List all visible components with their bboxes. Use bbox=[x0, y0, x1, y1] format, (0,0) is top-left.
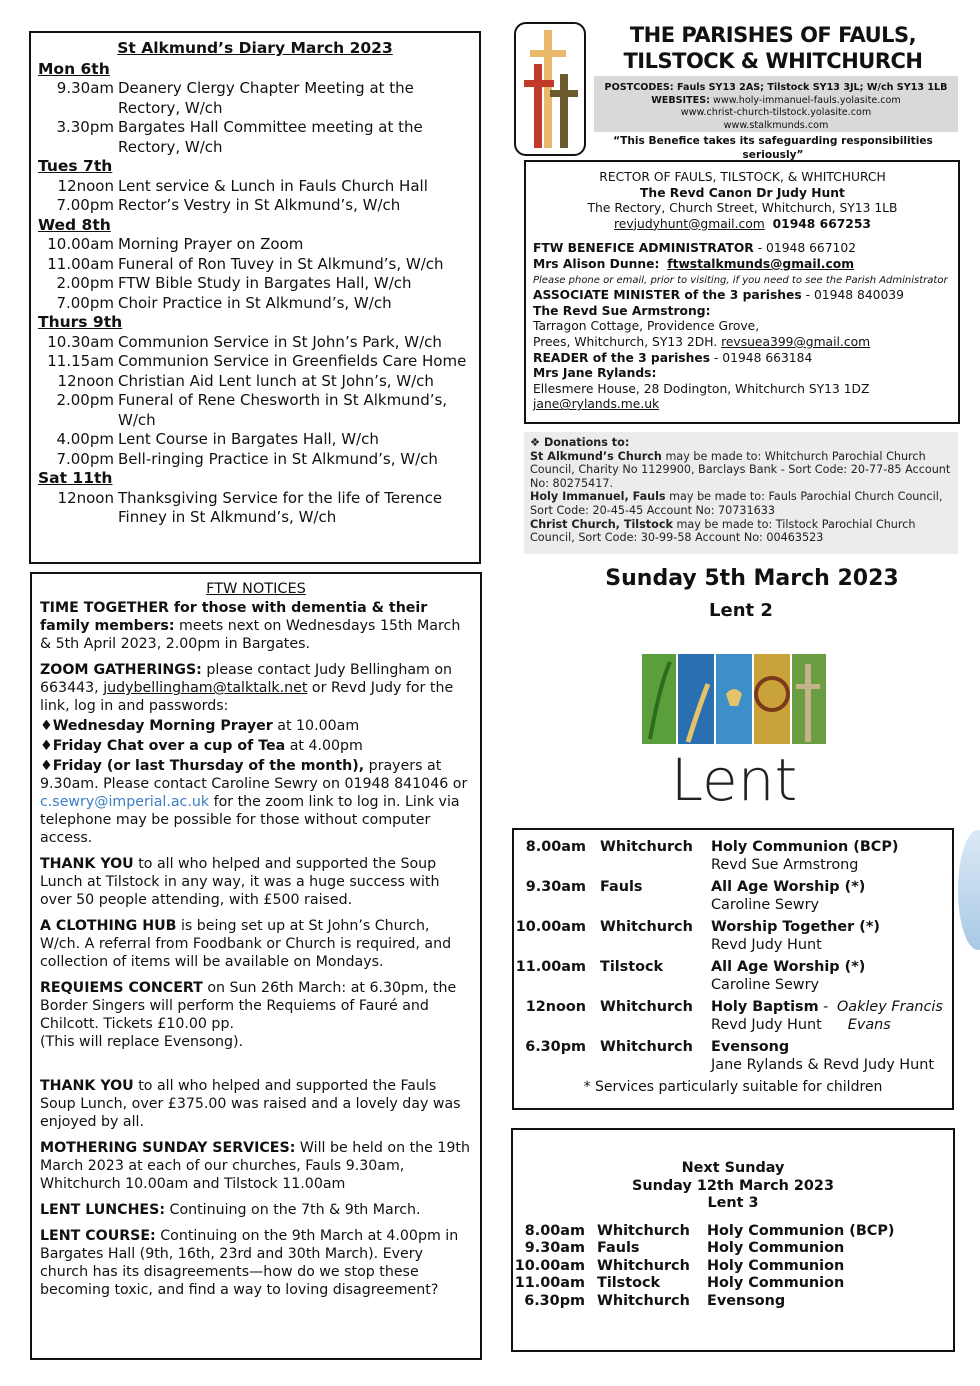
diary-event bbox=[38, 489, 472, 528]
service-leader: Caroline Sewry bbox=[711, 897, 820, 913]
diary-event-desc: Communion Service in St John’s Park, W/ch bbox=[118, 332, 442, 351]
service-time: 11.00am bbox=[515, 959, 586, 975]
diary-event-desc: Lent service & Lunch in Fauls Church Hall bbox=[118, 176, 428, 195]
next-service-place: Tilstock bbox=[597, 1275, 661, 1291]
next-service-place: Whitchurch bbox=[597, 1257, 690, 1274]
service-detail: Holy Baptism - Oakley Francis Revd Judy Hunt Evans bbox=[711, 999, 943, 1033]
notice-time-together: TIME TOGETHER for those with dementia & their family members: meets next on Wednesdays 15th March & 5th April 2023, 2.00pm in Bargates. bbox=[40, 600, 461, 652]
diary-event-desc: Funeral of Rene Chesworth in St Alkmund’s, W/ch bbox=[118, 391, 448, 429]
notice-mothering: MOTHERING SUNDAY SERVICES: Will be held on the 19th March 2023 at each of our churches, Fauls 9.30am, Whitchurch 10.00am and Tilstock 11.00am bbox=[40, 1140, 470, 1192]
service-leader: Caroline Sewry bbox=[711, 977, 820, 993]
diary-event bbox=[38, 118, 472, 157]
service-detail bbox=[705, 958, 952, 994]
service-time: 12noon bbox=[525, 999, 586, 1015]
next-service-row bbox=[513, 1223, 953, 1241]
notice-lent-lunches: LENT LUNCHES: Continuing on the 7th & 9th March. bbox=[40, 1202, 421, 1218]
diary-list bbox=[38, 60, 472, 528]
next-service-row bbox=[513, 1275, 953, 1293]
diary-event bbox=[38, 333, 472, 353]
diary-event bbox=[38, 450, 472, 470]
diary-event-desc: Thanksgiving Service for the life of Terence Finney in St Alkmund’s, W/ch bbox=[118, 488, 443, 526]
diary-event-time: 2.00pm bbox=[56, 274, 114, 292]
service-detail bbox=[705, 918, 952, 954]
notice-thanks-fauls: THANK YOU to all who helped and supported the Fauls Soup Lunch, over £375.00 was raised and a lovely day was enjoyed by all. bbox=[40, 1078, 461, 1130]
diary-event-time: 4.00pm bbox=[56, 430, 114, 448]
service-name: Holy Communion (BCP) bbox=[711, 839, 899, 855]
diary-event-desc: Lent Course in Bargates Hall, W/ch bbox=[118, 430, 379, 448]
service-time: 9.30am bbox=[525, 879, 586, 895]
diary-event-desc: Deanery Clergy Chapter Meeting at the Rectory, W/ch bbox=[118, 79, 414, 117]
sunday-title: Sunday 5th March 2023 bbox=[605, 566, 899, 591]
safeguarding-statement: “This Benefice takes its safeguarding responsibilities seriously” bbox=[613, 135, 933, 161]
diary-event bbox=[38, 352, 472, 372]
service-time: 8.00am bbox=[525, 839, 586, 855]
notice-bullet-1: ♦Wednesday Morning Prayer at 10.00am bbox=[40, 718, 360, 734]
next-service-name: Holy Communion bbox=[707, 1257, 845, 1274]
diary-event bbox=[38, 235, 472, 255]
notice-clothing-hub: A CLOTHING HUB is being set up at St John’s Church, W/ch. A referral from Foodbank or Church is required, and collection of items will be available on Mondays. bbox=[40, 918, 452, 970]
website-link-3[interactable]: www.stalkmunds.com bbox=[723, 119, 829, 131]
lent-logo bbox=[640, 654, 828, 804]
notice-lent-course: LENT COURSE: Continuing on the 9th March at 4.00pm in Bargates Hall (9th, 16th, 23rd and 30th March). Every church has its disagreements—how do we stop these becoming toxic, and find a way to loving disagreement? bbox=[40, 1228, 459, 1298]
next-service-time: 8.00am bbox=[524, 1222, 585, 1239]
website-link-2[interactable]: www.christ-church-tilstock.yolasite.com bbox=[680, 107, 872, 118]
diary-event-time: 3.30pm bbox=[56, 118, 114, 136]
service-leader: Revd Judy Hunt bbox=[711, 1017, 822, 1033]
services-box bbox=[512, 828, 954, 1110]
next-service-name: Holy Communion (BCP) bbox=[707, 1222, 895, 1239]
next-service-time: 9.30am bbox=[524, 1240, 585, 1256]
baptism-name: Oakley Francis bbox=[836, 999, 943, 1015]
diary-event-time: 9.30am bbox=[56, 79, 114, 97]
services-list bbox=[514, 838, 952, 1074]
diary-event bbox=[38, 255, 472, 275]
service-name: Evensong bbox=[711, 1039, 790, 1055]
diary-event-desc: FTW Bible Study in Bargates Hall, W/ch bbox=[118, 274, 412, 292]
diary-event-time: 12noon bbox=[57, 371, 114, 390]
next-services-list bbox=[513, 1223, 953, 1311]
diary-event-time: 7.00pm bbox=[56, 449, 114, 468]
diary-event bbox=[38, 294, 472, 314]
diary-event-time: 11.00am bbox=[47, 254, 114, 273]
rector-email-link[interactable]: revjudyhunt@gmail.com bbox=[614, 216, 765, 231]
service-name: All Age Worship (*) bbox=[711, 959, 866, 975]
next-service-time: 11.00am bbox=[514, 1275, 585, 1291]
service-place: Whitchurch bbox=[600, 1039, 693, 1055]
notice-requiems: REQUIEMS CONCERT on Sun 26th March: at 6.30pm, the Border Singers will perform the Requiems of Fauré and Chilcott. Tickets £10.00 pp. (This will replace Evensong). bbox=[40, 980, 457, 1050]
service-detail bbox=[705, 1038, 952, 1074]
service-leader: Jane Rylands & Revd Judy Hunt bbox=[711, 1057, 935, 1073]
diary-event-time: 2.00pm bbox=[56, 391, 114, 409]
next-service-place: Whitchurch bbox=[597, 1292, 690, 1309]
service-detail bbox=[705, 878, 952, 914]
service-place: Tilstock bbox=[600, 959, 664, 975]
next-service-time: 6.30pm bbox=[524, 1292, 585, 1309]
notice-thanks-tilstock: THANK YOU to all who helped and supported the Soup Lunch at Tilstock in any way, it was a huge success with over 50 people attending, with £500 raised. bbox=[40, 856, 440, 908]
service-row bbox=[514, 1038, 952, 1074]
diary-event-time: 12noon bbox=[57, 488, 114, 507]
next-service-name: Holy Communion bbox=[707, 1240, 845, 1256]
diary-event-desc: Bell-ringing Practice in St Alkmund’s, W/ch bbox=[118, 449, 438, 468]
service-detail bbox=[705, 838, 952, 874]
zoom-email-link[interactable]: judybellingham@talktalk.net bbox=[103, 680, 308, 696]
diary-event bbox=[38, 391, 472, 430]
diary-event-desc: Funeral of Ron Tuvey in St Alkmund’s, W/ch bbox=[118, 254, 444, 273]
service-place: Whitchurch bbox=[600, 839, 693, 855]
diary-day-heading: Mon 6th bbox=[38, 59, 110, 78]
diary-event bbox=[38, 430, 472, 450]
diary-event-desc: Christian Aid Lent lunch at St John’s, W/ch bbox=[118, 371, 434, 390]
diary-event-desc: Bargates Hall Committee meeting at the Rectory, W/ch bbox=[118, 118, 423, 156]
service-name: All Age Worship (*) bbox=[711, 879, 866, 895]
diary-event bbox=[38, 274, 472, 294]
sewry-email-link[interactable]: c.sewry@imperial.ac.uk bbox=[40, 794, 210, 810]
diary-event-time: 11.15am bbox=[47, 352, 114, 370]
diary-event bbox=[38, 196, 472, 216]
service-row bbox=[514, 998, 952, 1034]
service-row bbox=[514, 878, 952, 914]
service-leader: Revd Judy Hunt bbox=[711, 937, 822, 953]
parish-title: THE PARISHES OF FAULS, TILSTOCK & WHITCHURCH bbox=[623, 23, 923, 73]
reader-email-link[interactable]: jane@rylands.me.uk bbox=[533, 397, 660, 412]
diary-day-heading: Wed 8th bbox=[38, 215, 111, 234]
notice-zoom: ZOOM GATHERINGS: please contact Judy Bellingham on 663443, judybellingham@talktalk.net or Revd Judy for the link, log in and passwords: bbox=[40, 662, 454, 714]
diary-event-desc: Rector’s Vestry in St Alkmund’s, W/ch bbox=[118, 196, 401, 214]
sunday-subtitle: Lent 2 bbox=[709, 600, 773, 621]
next-service-row bbox=[513, 1240, 953, 1258]
service-row bbox=[514, 958, 952, 994]
service-place: Whitchurch bbox=[600, 919, 693, 935]
diary-event bbox=[38, 79, 472, 118]
service-place: Whitchurch bbox=[600, 999, 693, 1015]
lent-logo-text: Lent bbox=[670, 746, 798, 804]
service-place: Fauls bbox=[600, 879, 643, 895]
diary-event bbox=[38, 177, 472, 197]
next-service-row bbox=[513, 1258, 953, 1276]
next-service-place: Whitchurch bbox=[597, 1222, 690, 1239]
diary-box bbox=[29, 31, 481, 564]
diary-event bbox=[38, 372, 472, 392]
contacts-box: RECTOR OF FAULS, TILSTOCK, & WHITCHURCH The Revd Canon Dr Judy Hunt The Rectory, Church Street, Whitchurch, SY13 1LB revjudyhunt@gmail.com 01948 667253 FTW BENEFICE ADMINISTRATOR - 01948 667102 Mrs Alison Dunne: ftwstalkmunds@gmail.com Please phone or email, prior to visiting, if you need to see the Parish Administrator ASSOCIATE MINISTER of the 3 parishes - 01948 840039 The Revd Sue Armstrong: Tarragon Cottage, Providence Grove, Prees, Whitchurch, SY13 2DH. revsuea399@gmail.com READER of the 3 parishes - 01948 663184 Mrs Jane Rylands: Ellesmere House, 28 Dodington, Whitchurch SY13 1DZ jane@rylands.me.uk bbox=[524, 160, 960, 424]
next-sunday-box: Next Sunday Sunday 12th March 2023 Lent 3 8.00am Whitchurch Holy Communion (BCP) 9.30am Fauls Holy Communion 10.00am Whitchurch Holy Communion 11.00am Tilstock Holy Communion 6.30pm Whitchurch Evensong bbox=[511, 1128, 955, 1352]
next-service-name: Evensong bbox=[707, 1292, 786, 1309]
assoc-email-link[interactable]: revsuea399@gmail.com bbox=[721, 334, 871, 349]
notices-box bbox=[30, 572, 482, 1360]
postcodes-box: POSTCODES: Fauls SY13 2AS; Tilstock SY13 3JL; W/ch SY13 1LB WEBSITES: www.holy-immanuel-fauls.yolasite.com www.christ-church-tilstock.yolasite.com www.stalkmunds.com bbox=[594, 76, 958, 132]
diary-event-desc: Choir Practice in St Alkmund’s, W/ch bbox=[118, 293, 392, 312]
admin-email-link[interactable]: ftwstalkmunds@gmail.com bbox=[667, 256, 855, 271]
diary-event-time: 7.00pm bbox=[56, 293, 114, 312]
website-link-1[interactable]: www.holy-immanuel-fauls.yolasite.com bbox=[713, 94, 901, 106]
diary-day-heading: Tues 7th bbox=[38, 157, 113, 175]
diary-event-time: 12noon bbox=[57, 176, 114, 195]
service-leader: Revd Sue Armstrong bbox=[711, 857, 859, 873]
diary-event-time: 10.30am bbox=[47, 332, 114, 351]
diary-event-desc: Communion Service in Greenfields Care Home bbox=[118, 352, 467, 370]
notice-bullet-2: ♦Friday Chat over a cup of Tea at 4.00pm bbox=[40, 738, 363, 754]
next-service-name: Holy Communion bbox=[707, 1275, 845, 1291]
diary-event-desc: Morning Prayer on Zoom bbox=[118, 235, 304, 253]
next-service-place: Fauls bbox=[597, 1240, 640, 1256]
services-note: * Services particularly suitable for children bbox=[583, 1079, 883, 1095]
notice-bullet-3: ♦Friday (or last Thursday of the month), prayers at 9.30am. Please contact Caroline Sewry on 01948 841046 or c.sewry@imperial.ac.uk for the zoom link to log in. Link via telephone may be possible for those without computer access. bbox=[40, 758, 468, 846]
baptism-surname: Evans bbox=[847, 1017, 891, 1033]
diary-day-heading: Sat 11th bbox=[38, 469, 113, 487]
next-service-time: 10.00am bbox=[514, 1257, 585, 1274]
donations-box: ❖ Donations to: St Alkmund’s Church may be made to: Whitchurch Parochial Church Council, Charity No 1129900, Barclays Bank - Sort Code: 20-77-85 Account No: 80275417. Holy Immanuel, Fauls may be made to: Fauls Parochial Church Council, Sort Code: 20-45-45 Account No: 70731633 Christ Church, Tilstock may be made to: Tilstock Parochial Church Council, Sort Code: 30-99-58 Account No: 00463523 bbox=[524, 432, 958, 554]
service-row bbox=[514, 838, 952, 874]
decorative-bubble bbox=[958, 830, 980, 950]
diamond-icon: ❖ bbox=[530, 436, 541, 449]
service-name: Worship Together (*) bbox=[711, 919, 880, 935]
service-name: Holy Baptism bbox=[711, 999, 819, 1015]
diary-title: St Alkmund’s Diary March 2023 bbox=[117, 39, 393, 57]
diary-event-time: 7.00pm bbox=[56, 196, 114, 214]
service-time: 6.30pm bbox=[525, 1039, 586, 1055]
diary-day-heading: Thurs 9th bbox=[38, 313, 123, 331]
notices-title: FTW NOTICES bbox=[206, 581, 306, 597]
diary-event-time: 10.00am bbox=[47, 235, 114, 253]
service-row bbox=[514, 918, 952, 954]
next-service-row bbox=[513, 1293, 953, 1311]
crosses-logo bbox=[514, 22, 586, 156]
service-time: 10.00am bbox=[515, 919, 586, 935]
